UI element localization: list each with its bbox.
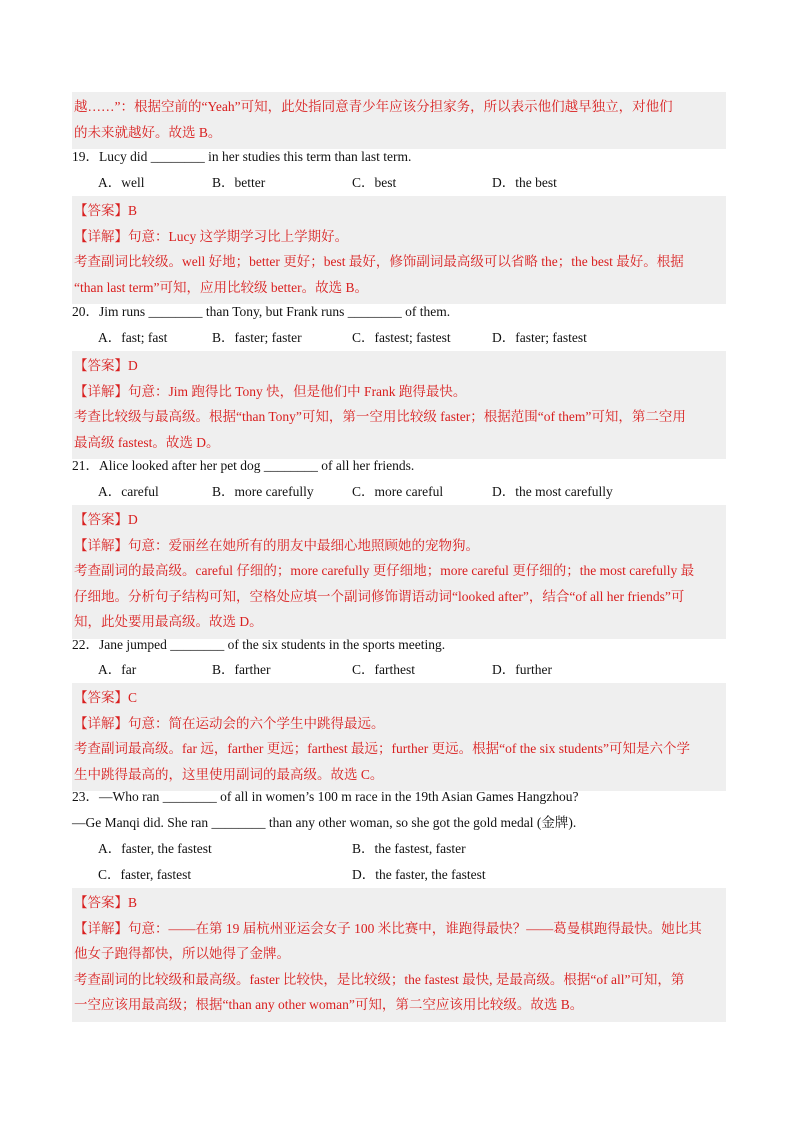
option-d: D．the faster, the fastest [352,867,486,882]
option-d: D．the best [492,175,557,190]
question-22-options [72,657,726,683]
option-c: C．more careful [352,484,444,499]
detail-line: 最高级 fastest。故选 D。 [74,434,220,450]
option-b: B．better [212,175,266,190]
option-c: C．farthest [352,662,415,677]
option-c: C．best [352,175,397,190]
detail-line: 考查副词的最高级。careful 仔细的；more carefully 更仔细地；more careful 更仔细的；the most carefully 最 [74,563,695,578]
option-d: D．faster; fastest [492,330,587,345]
question-20-stem: 20．Jim runs ________ than Tony, but Frank runs ________ of them. [72,304,451,319]
detail-line: 考查副词的比较级和最高级。faster 比较快，是比较级；the fastest 最快, 是最高级。根据“of all”可知，第 [74,971,685,987]
detail-line: 【详解】句意：Lucy 这学期学习比上学期好。 [74,228,349,244]
detail-line: 知，此处要用最高级。故选 D。 [74,614,263,629]
option-a: A．far [98,662,137,677]
answer-label: 【答案】D [74,512,138,527]
question-21-answer-box [72,505,726,639]
option-a: A．faster, the fastest [98,841,212,856]
answer-label: 【答案】B [74,895,138,910]
question-19-options [72,170,726,196]
explanation-line: 的未来就越好。故选 B。 [74,124,222,140]
question-22-stem: 22．Jane jumped ________ of the six students in the sports meeting. [72,637,446,652]
question-21-stem: 21．Alice looked after her pet dog ________ of all her friends. [72,458,415,473]
detail-line: 他女子跑得都快，所以她得了金牌。 [74,946,290,961]
answer-label: 【答案】B [74,203,138,218]
answer-label: 【答案】D [74,358,138,373]
option-b: B．farther [212,662,271,677]
option-d: D．the most carefully [492,484,613,499]
option-a: A．well [98,175,145,190]
detail-line: 考查比较级与最高级。根据“than Tony”可知，第一空用比较级 faster；根据范围“of them”可知，第二空用 [74,409,686,424]
question-23-stem-line-2: —Ge Manqi did. She ran ________ than any other woman, so she got the gold medal (金牌). [72,815,577,830]
question-19-stem: 19．Lucy did ________ in her studies this term than last term. [72,149,412,164]
question-19-answer-box [72,196,726,304]
question-22-answer-box [72,683,726,791]
option-c: C．fastest; fastest [352,330,451,345]
detail-line: 考查副词比较级。well 好地；better 更好；best 最好，修饰副词最高级可以省略 the；the best 最好。根据 [74,254,684,269]
detail-line: 【详解】句意：Jim 跑得比 Tony 快，但是他们中 Frank 跑得最快。 [74,383,467,399]
option-b: B．the fastest, faster [352,841,466,856]
option-b: B．more carefully [212,484,314,499]
option-a: A．fast; fast [98,330,168,345]
detail-line: 考查副词最高级。far 远，farther 更远；farthest 最远；further 更远。根据“of the six students”可知是六个学 [74,741,691,756]
detail-line: 一空应该用最高级；根据“than any other woman”可知，第二空应该用比较级。故选 B。 [74,997,584,1012]
detail-line: “than last term”可知，应用比较级 better。故选 B。 [74,279,368,295]
question-23-options-row-1 [72,836,726,862]
detail-line: 【详解】句意：——在第 19 届杭州亚运会女子 100 米比赛中，谁跑得最快？——葛曼棋跑得最快。她比其 [74,920,702,936]
answer-label: 【答案】C [74,690,138,705]
question-20-answer-box [72,351,726,459]
previous-explanation-box [72,92,726,149]
question-23-options-row-2 [72,862,726,888]
question-21-options [72,479,726,505]
detail-line: 生中跳得最高的，这里使用副词的最高级。故选 C。 [74,766,384,782]
option-b: B．faster; faster [212,330,302,345]
question-23-answer-box [72,888,726,1022]
question-20-options [72,325,726,351]
option-d: D．further [492,662,552,677]
option-c: C．faster, fastest [98,867,192,882]
detail-line: 【详解】句意：爱丽丝在她所有的朋友中最细心地照顾她的宠物狗。 [74,537,479,553]
explanation-line: 越……”：根据空前的“Yeah”可知，此处指同意青少年应该分担家务，所以表示他们越早独立，对他们 [74,99,673,114]
option-a: A．careful [98,484,159,499]
detail-line: 仔细地。分析句子结构可知，空格处应填一个副词修饰谓语动词“looked after”，结合“of all her friends”可 [74,588,685,604]
detail-line: 【详解】句意：简在运动会的六个学生中跳得最远。 [74,715,385,731]
question-23-stem-line-1: 23．—Who ran ________ of all in women’s 100 m race in the 19th Asian Games Hangzhou? [72,789,579,804]
